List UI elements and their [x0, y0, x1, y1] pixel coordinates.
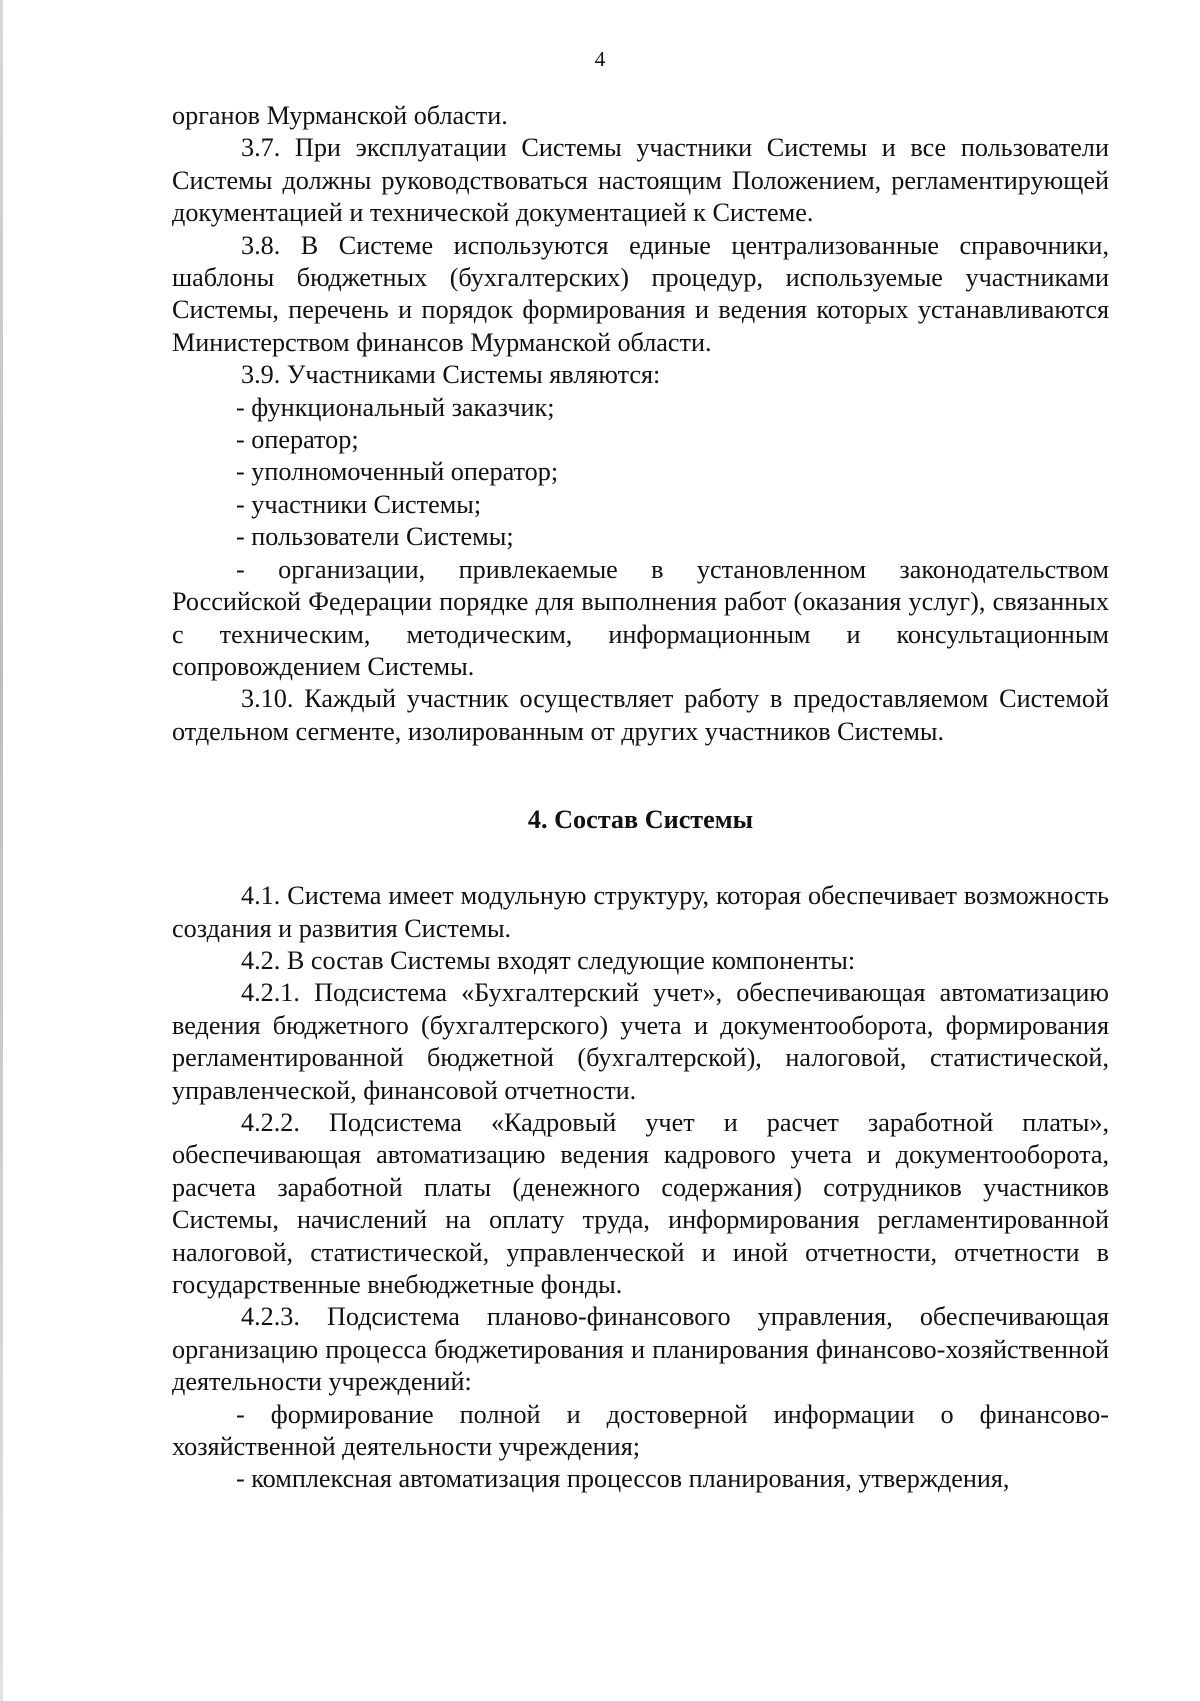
- list-item: - комплексная автоматизация процессов планирования, утверждения,: [236, 1464, 1010, 1494]
- list-item: - организации, привлекаемые в установленном законодательством Российской Федерации порядке для выполнения работ (оказания услуг), связанных с техническим, методическим, информационным и консультационным сопровождением Системы.: [172, 554, 1109, 681]
- list-item: - формирование полной и достоверной информации о финансово-хозяйственной деятельности учреждения;: [172, 1399, 1109, 1462]
- section-heading: 4. Состав Системы: [527, 805, 754, 835]
- list-item: - функциональный заказчик;: [236, 392, 555, 422]
- list-item: - уполномоченный оператор;: [236, 457, 559, 487]
- paragraph-4-2-3: 4.2.3. Подсистема планово-финансового управления, обеспечивающая организацию процесса бюджетирования и планирования финансово-хозяйственной деятельности учреждений:: [172, 1302, 1109, 1397]
- list-item: - участники Системы;: [236, 489, 482, 519]
- paragraph-4-2-1: 4.2.1. Подсистема «Бухгалтерский учет», обеспечивающая автоматизацию ведения бюджетного (бухгалтерского) учета и документооборота, формирования регламентированной бюджетной (бухгалтерской), налоговой, статистической, управленческой, финансовой отчетности.: [172, 978, 1109, 1105]
- paragraph-3-9: 3.9. Участниками Системы являются:: [241, 360, 661, 390]
- paragraph-4-2-2: 4.2.2. Подсистема «Кадровый учет и расчет заработной платы», обеспечивающая автоматизацию ведения кадрового учета и документооборота, расчета заработной платы (денежного содержания) сотрудников участников Системы, начислений на оплату труда, информирования регламентированной налоговой, статистической, управленческой и иной отчетности, отчетности в государственные внебюджетные фонды.: [172, 1107, 1109, 1299]
- paragraph: органов Мурманской области.: [172, 101, 508, 130]
- paragraph-3-8: 3.8. В Системе используются единые централизованные справочники, шаблоны бюджетных (бухгалтерских) процедур, используемые участниками Системы, перечень и порядок формирования и ведения которых устанавливаются Министерством финансов Мурманской области.: [172, 230, 1109, 357]
- paragraph-4-1: 4.1. Система имеет модульную структуру, которая обеспечивает возможность создания и развития Системы.: [172, 881, 1109, 943]
- paragraph-3-10: 3.10. Каждый участник осуществляет работу в предоставляемом Системой отдельном сегменте, изолированным от других участников Системы.: [172, 684, 1109, 746]
- paragraph-4-2: 4.2. В состав Системы входят следующие компоненты:: [241, 945, 856, 975]
- page-number: 4: [594, 47, 606, 71]
- scan-edge: [0, 0, 3, 1701]
- document-body: [172, 100, 1109, 1496]
- list-item: - пользователи Системы;: [236, 522, 514, 552]
- list-item: - оператор;: [236, 425, 359, 455]
- paragraph-3-7: 3.7. При эксплуатации Системы участники Системы и все пользователи Системы должны руководствоваться настоящим Положением, регламентирующей документацией и технической документацией к Системе.: [172, 133, 1109, 228]
